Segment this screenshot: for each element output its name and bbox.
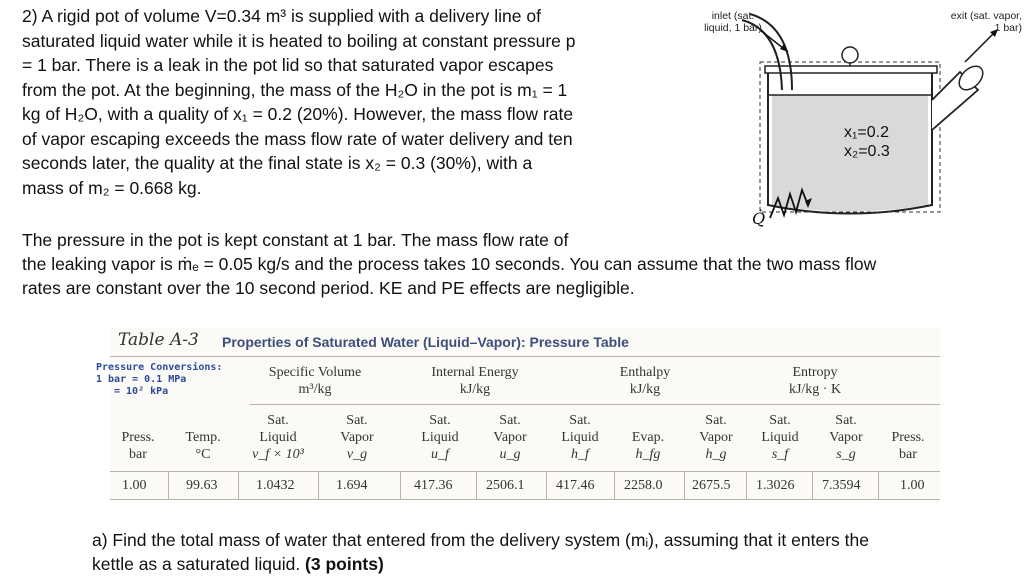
inlet-label-line: inlet (sat. — [711, 10, 755, 22]
col-header: Press. bar — [121, 430, 155, 462]
exit-label-line: 1 bar) — [994, 22, 1022, 34]
steam-table — [96, 328, 940, 500]
group-title: Entropy — [792, 365, 838, 380]
table-title: Table A-3 — [118, 330, 199, 350]
heat-rate-label: Q̇ — [752, 209, 766, 228]
conversion-line: 1 bar = 0.1 MPa — [96, 374, 187, 385]
table-cell: 2506.1 — [486, 478, 525, 493]
group-title: Enthalpy — [619, 365, 671, 380]
problem-line: saturated liquid water while it is heated to boiling at constant pressure p — [22, 30, 576, 51]
col-header: Evap. h_fg — [631, 430, 665, 462]
problem-line: of vapor escaping exceeds the mass flow rate of water delivery and ten — [22, 128, 573, 149]
paragraph-line: rates are constant over the 10 second period. KE and PE effects are negligible. — [22, 278, 635, 298]
inlet-label-line: liquid, 1 bar) — [704, 22, 762, 34]
pot-diagram — [660, 0, 1024, 230]
group-enthalpy — [580, 364, 710, 398]
problem-line: mass of m₂ = 0.668 kg. — [22, 177, 202, 198]
group-unit: kJ/kg — [629, 382, 661, 397]
question-line: a) Find the total mass of water that entered from the delivery system (mᵢ), assuming that it enters the — [92, 530, 869, 550]
group-specific-volume — [250, 364, 380, 398]
table-subtitle: Properties of Saturated Water (Liquid–Vapor): Pressure Table — [222, 334, 629, 350]
pot-illustration — [660, 0, 1024, 230]
quality-x1: x₁=0.2 — [844, 124, 889, 141]
problem-statement — [22, 4, 662, 200]
table-cell: 1.00 — [900, 478, 925, 493]
table-cell: 1.0432 — [256, 478, 295, 493]
exit-label — [918, 10, 1022, 34]
conversion-line: Pressure Conversions: — [96, 362, 223, 373]
table-cell: 2675.5 — [692, 478, 731, 493]
inlet-arrow — [780, 44, 788, 52]
table-cell: 1.694 — [336, 478, 368, 493]
group-unit: kJ/kg · K — [788, 382, 842, 397]
question-a — [92, 528, 869, 576]
inlet-label — [688, 10, 778, 34]
question-text: kettle as a saturated liquid. — [92, 554, 306, 574]
conversion-line: = 10² kPa — [114, 386, 169, 397]
pressure-conversions — [96, 362, 222, 398]
group-title: Internal Energy — [431, 365, 519, 380]
col-header: Sat. Liquid s_f — [761, 413, 799, 462]
pressure-paragraph — [22, 228, 1012, 300]
problem-line: 2) A rigid pot of volume V=0.34 m³ is supplied with a delivery line of — [22, 6, 541, 26]
col-header: Sat. Liquid h_f — [561, 413, 599, 462]
paragraph-line: The pressure in the pot is kept constant at 1 bar. The mass flow rate of — [22, 230, 569, 250]
table-cell: 7.3594 — [822, 478, 861, 493]
col-header: Press. bar — [891, 430, 925, 462]
table-cell: 417.46 — [556, 478, 595, 493]
problem-line: from the pot. At the beginning, the mass of the H₂O in the pot is m₁ = 1 — [22, 79, 568, 100]
group-unit: m³/kg — [298, 382, 332, 397]
table-cell: 1.3026 — [756, 478, 795, 493]
group-unit: kJ/kg — [459, 382, 491, 397]
lid-knob — [842, 47, 858, 63]
problem-line: seconds later, the quality at the final state is x₂ = 0.3 (30%), with a — [22, 153, 533, 173]
quality-x2: x₂=0.3 — [844, 143, 890, 160]
problem-line: kg of H₂O, with a quality of x₁ = 0.2 (20%). However, the mass flow rate — [22, 104, 574, 124]
col-header: Sat. Liquid v_f × 10³ — [252, 413, 304, 462]
col-header: Sat. Vapor u_g — [493, 413, 527, 462]
exit-label-line: exit (sat. vapor, — [950, 10, 1022, 22]
paragraph-line: the leaking vapor is ṁₑ = 0.05 kg/s and the process takes 10 seconds. You can assume that the two mass flow — [22, 254, 877, 274]
group-title: Specific Volume — [268, 365, 362, 380]
col-header: Sat. Liquid u_f — [421, 413, 459, 462]
points-label: (3 points) — [305, 554, 384, 574]
problem-line: = 1 bar. There is a leak in the pot lid so that saturated vapor escapes — [22, 55, 554, 75]
group-entropy — [750, 364, 880, 398]
col-header: Temp. °C — [185, 430, 221, 462]
table-cell: 99.63 — [186, 478, 218, 493]
group-internal-energy — [410, 364, 540, 398]
table-cell: 2258.0 — [624, 478, 663, 493]
col-header: Sat. Vapor s_g — [829, 413, 863, 462]
table-cell: 1.00 — [122, 478, 147, 493]
question-line — [92, 552, 869, 576]
col-header: Sat. Vapor v_g — [340, 413, 374, 462]
col-header: Sat. Vapor h_g — [699, 413, 733, 462]
table-cell: 417.36 — [414, 478, 453, 493]
